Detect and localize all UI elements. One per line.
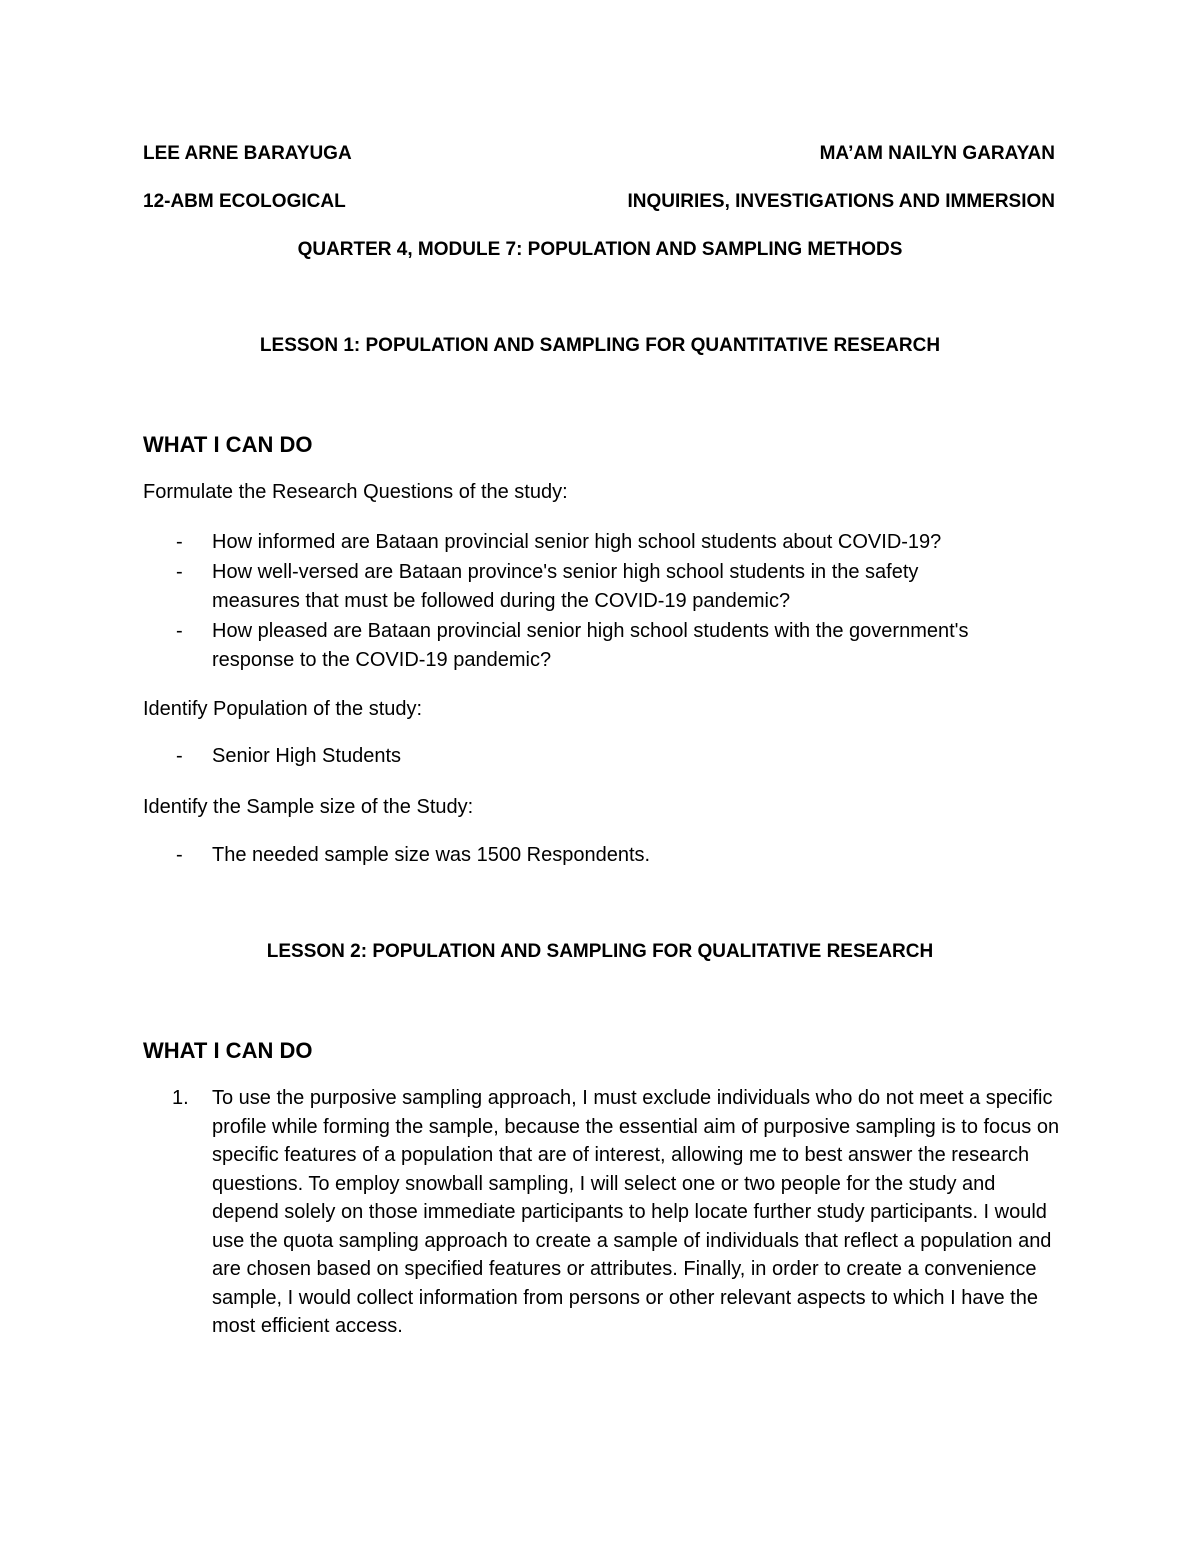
subject-name: INQUIRIES, INVESTIGATIONS AND IMMERSION <box>627 191 1055 212</box>
lesson2-title: LESSON 2: POPULATION AND SAMPLING FOR QUALITATIVE RESEARCH <box>266 941 934 962</box>
bullet-dash: - <box>176 844 183 866</box>
research-question-2: How well-versed are Bataan province's senior high school students in the safety measures that must be followed during the COVID-19 pandemic? <box>212 561 919 612</box>
lesson1-title: LESSON 1: POPULATION AND SAMPLING FOR QUANTITATIVE RESEARCH <box>259 335 941 356</box>
lesson1-section-heading: WHAT I CAN DO <box>143 432 313 457</box>
sample-item-1: The needed sample size was 1500 Respondents. <box>212 844 651 866</box>
population-item-1: Senior High Students <box>212 745 402 767</box>
bullet-dash: - <box>176 620 183 642</box>
numbered-item-1-text: To use the purposive sampling approach, I must exclude individuals who do not meet a specific profile while forming the sample, because the essential aim of purposive sampling is to focus on specific features of a population that are of interest, allowing me to best answer the research questions. To employ snowball sampling, I will select one or two people for the study and depend solely on those immediate participants to help locate further study participants. I would use the quota sampling approach to create a sample of individuals that reflect a population and are chosen based on specified features or attributes. Finally, in order to create a convenience sample, I would collect information from persons or other relevant aspects to which I have the most efficient access. <box>212 1087 1060 1337</box>
student-name: LEE ARNE BARAYUGA <box>143 143 352 164</box>
population-intro: Identify Population of the study: <box>143 698 423 720</box>
lesson2-section-heading: WHAT I CAN DO <box>143 1038 313 1063</box>
bullet-dash: - <box>176 561 183 583</box>
bullet-dash: - <box>176 745 183 767</box>
list-number: 1. <box>172 1087 189 1109</box>
sample-intro: Identify the Sample size of the Study: <box>143 796 474 818</box>
research-question-1: How informed are Bataan provincial senior high school students about COVID-19? <box>212 531 942 553</box>
research-question-3: How pleased are Bataan provincial senior high school students with the government's response to the COVID-19 pandemic? <box>212 620 969 671</box>
research-questions-intro: Formulate the Research Questions of the study: <box>143 481 568 503</box>
module-title: QUARTER 4, MODULE 7: POPULATION AND SAMPLING METHODS <box>297 239 903 260</box>
teacher-name: MA’AM NAILYN GARAYAN <box>819 143 1055 164</box>
section-name: 12-ABM ECOLOGICAL <box>143 191 346 212</box>
bullet-dash: - <box>176 531 183 553</box>
